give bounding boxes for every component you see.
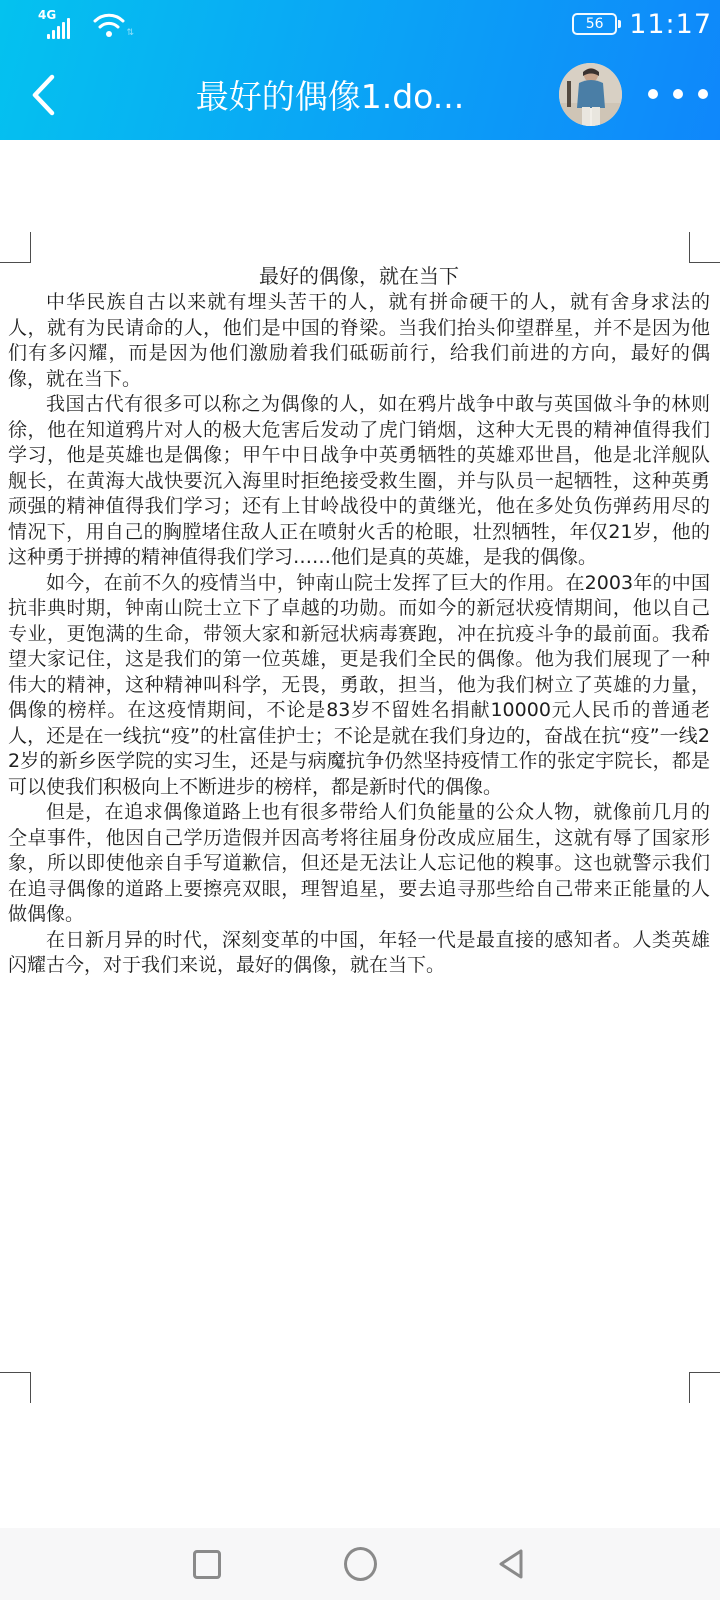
- document-paragraph: 但是，在追求偶像道路上也有很多带给人们负能量的公众人物，就像前几月的仝卓事件，他因自己学历造假并因高考将往届身份改成应届生，这就有辱了国家形象，所以即使他亲自手写道歉信，但还是无法让人忘记他的糗事。这也就警示我们在追寻偶像的道路上要擦亮双眼，理智追星，要去追寻那些给自己带来正能量的人做偶像。: [8, 801, 710, 925]
- document-page[interactable]: [0, 140, 720, 1528]
- android-nav-bar: [0, 1528, 720, 1600]
- dot-icon: [648, 89, 658, 99]
- avatar-photo: [559, 63, 622, 126]
- text-boundary-mark-bottom-left: [0, 1372, 31, 1403]
- status-bar-right: [572, 0, 712, 48]
- dot-icon: [673, 89, 683, 99]
- back-nav-button[interactable]: [475, 1528, 547, 1600]
- text-boundary-mark-bottom-right: [689, 1372, 720, 1403]
- document-paragraph: 在日新月异的时代，深刻变革的中国，年轻一代是最直接的感知者。人类英雄闪耀古今，对于我们来说，最好的偶像，就在当下。: [8, 928, 710, 976]
- text-boundary-mark-top-left: [0, 232, 31, 263]
- document-paragraph: 我国古代有很多可以称之为偶像的人，如在鸦片战争中敢与英国做斗争的林则徐，他在知道鸦片对人的极大危害后发动了虎门销烟，这种大无畏的精神值得我们学习，他是英雄也是偶像；甲午中日战争中英勇牺牲的英雄邓世昌，他是北洋舰队舰长，在黄海大战快要沉入海里时拒绝接受救生圈，并与队员一起牺牲，这种英勇顽强的精神值得我们学习；还有上甘岭战役中的黄继光，他在多处负伤弹药用尽的情况下，用自己的胸膛堵住敌人正在喷射火舌的枪眼，壮烈牺牲，年仅21岁，他的这种勇于拼搏的精神值得我们学习……他们是真的英雄，是我的偶像。: [8, 393, 710, 568]
- signal-bars-icon: [47, 18, 70, 39]
- battery-percent: 56: [585, 16, 604, 32]
- document-paragraph: 中华民族自古以来就有埋头苦干的人，就有拼命硬干的人，就有舍身求法的人，就有为民请命的人，他们是中国的脊梁。当我们抬头仰望群星，并不是因为他们有多闪耀，而是因为他们激励着我们砥砺前行，给我们前进的方向，最好的偶像，就在当下。: [8, 291, 710, 390]
- triangle-left-icon: [494, 1547, 528, 1581]
- circle-icon: [344, 1547, 377, 1581]
- battery-icon: [572, 13, 617, 35]
- clock: 11:17: [629, 8, 712, 40]
- more-options-button[interactable]: [648, 82, 708, 106]
- square-icon: [193, 1550, 221, 1579]
- recents-button[interactable]: [171, 1528, 243, 1600]
- wifi-speed-indicator: ⇅: [126, 28, 134, 38]
- document-body: [8, 290, 710, 979]
- home-button[interactable]: [324, 1528, 396, 1600]
- app-header: [0, 48, 720, 140]
- back-button[interactable]: [18, 70, 68, 120]
- cellular-signal-icon: [38, 8, 84, 42]
- top-blue-bar: [0, 0, 720, 140]
- status-bar: [0, 0, 720, 48]
- document-paragraph: 如今，在前不久的疫情当中，钟南山院士发挥了巨大的作用。在2003年的中国抗非典时期，钟南山院士立下了卓越的功勋。而如今的新冠状疫情期间，他以自己专业，更饱满的生命，带领大家和新冠状病毒赛跑，冲在抗疫斗争的最前面。我希望大家记住，这是我们的第一位英雄，更是我们全民的偶像。他为我们展现了一种伟大的精神，这种精神叫科学，无畏，勇敢，担当，他为我们树立了英雄的力量，偶像的榜样。在这疫情期间，不论是83岁不留姓名捐献10000元人民币的普通老人，还是在一线抗“疫”的杜富佳护士；不论是就在我们身边的，奋战在抗“疫”一线22岁的新乡医学院的实习生，还是与病魔抗争仍然坚持疫情工作的张定宇院长，都是可以使我们积极向上不断进步的榜样，都是新时代的偶像。: [8, 571, 710, 798]
- network-type-label: 4G: [38, 8, 57, 22]
- document-title-header: 最好的偶像1.do...: [195, 76, 465, 116]
- chevron-left-icon: [29, 72, 57, 118]
- essay-title: 最好的偶像，就在当下: [259, 264, 459, 288]
- avatar[interactable]: [559, 63, 622, 126]
- battery-nub: [618, 20, 621, 28]
- wifi-icon: [92, 10, 134, 40]
- dot-icon: [698, 89, 708, 99]
- document-content: [8, 263, 710, 979]
- text-boundary-mark-top-right: [689, 232, 720, 263]
